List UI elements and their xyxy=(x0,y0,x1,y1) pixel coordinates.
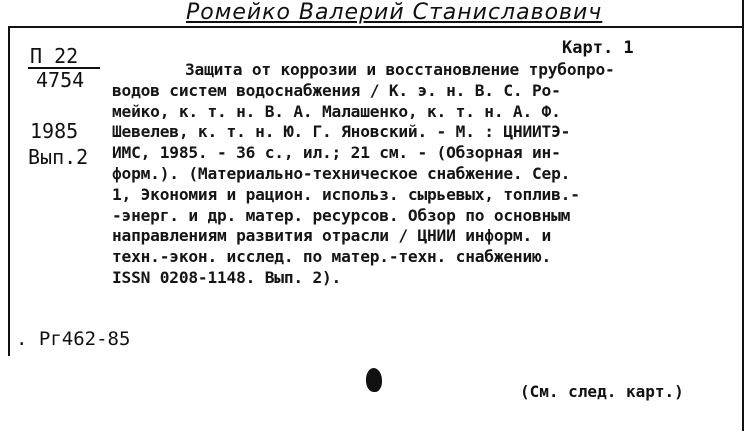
continuation-note: (См. след. карт.) xyxy=(520,382,684,401)
description-line: Шевелев, к. т. н. Ю. Г. Яновский. - М. : ЦНИИТЭ- xyxy=(112,122,571,142)
bibliographic-description xyxy=(112,60,687,289)
card-top-rule xyxy=(8,26,744,28)
publication-year: 1985 xyxy=(30,119,79,143)
description-line: мейко, к. т. н. В. А. Малашенко, к. т. н. А. Ф. xyxy=(112,101,561,121)
index-code: П 22 xyxy=(30,44,79,68)
description-line: форм.). (Материально-техническое снабжение. Сер. xyxy=(112,163,571,183)
card-punch-hole xyxy=(366,368,382,392)
description-line: 1, Экономия и рацион. использ. сырьевых, топлив.- xyxy=(112,184,580,204)
accession-number: 4754 xyxy=(36,68,85,92)
author-handwritten: Ромейко Валерий Станиславович xyxy=(186,0,603,25)
description-line: направлениям развития отрасли / ЦНИИ информ. и xyxy=(112,226,552,246)
card-left-rule xyxy=(8,26,10,356)
description-line: техн.-экон. исслед. по матер.-техн. снабжению. xyxy=(112,247,552,267)
description-line: Защита от коррозии и восстановление трубопро- xyxy=(185,60,615,79)
card-right-edge xyxy=(742,0,744,431)
issue-number: Вып.2 xyxy=(28,145,89,169)
description-line: ISSN 0208-1148. Вып. 2). xyxy=(112,267,342,287)
description-line: ИМС, 1985. - 36 с., ил.; 21 см. - (Обзорная ин- xyxy=(112,143,561,163)
description-line: -энерг. и др. матер. ресурсов. Обзор по основным xyxy=(112,205,571,225)
card-number-label: Карт. 1 xyxy=(562,38,634,58)
registration-code: . Рг462-85 xyxy=(16,328,131,350)
description-line: водов систем водоснабжения / К. э. н. В. С. Ро- xyxy=(112,80,561,100)
